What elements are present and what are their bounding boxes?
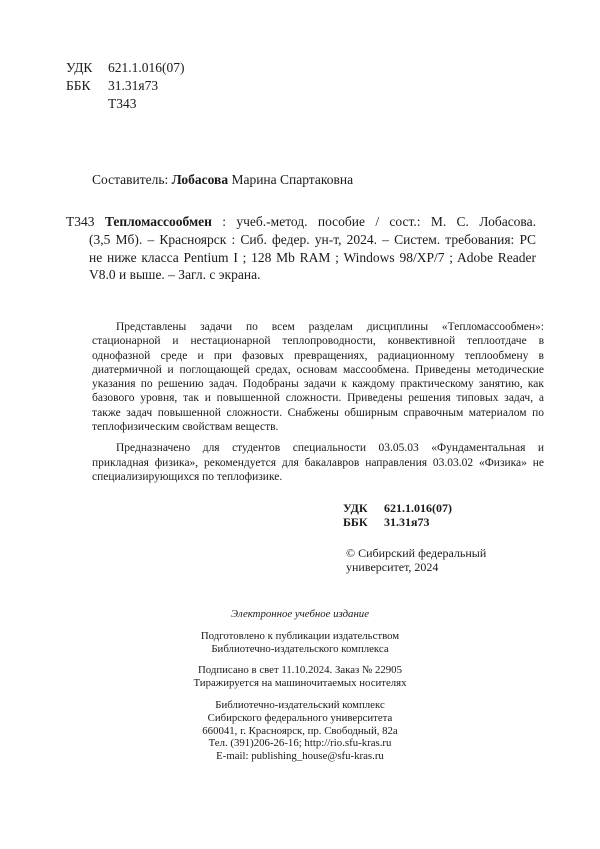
- bottom-classification: [343, 501, 452, 529]
- entry-line-2: (3,5 Мб). – Красноярск : Сиб. федер. ун-т, 2024. – Систем. требования: PC: [89, 231, 536, 247]
- compiler-given-names: Марина Спартаковна: [231, 172, 354, 187]
- annotation-paragraph-1: Представлены задачи по всем разделам дисциплины «Тепломассообмен»: стационарной и нестационарной теплопроводности, конвективной теплоотдаче в однофазной среде и при фазовых превращениях, радиационному теплообмену в диатермичной и поглощающей средах, основам массообмена. Приведены методические указания по решению задач. Подобраны задачи к каждому практическому занятию, как базового уровня, так и повышенной сложности. Приведены решения типовых задач, а также задач повышенной сложности. Снабжены обширным справочным материалом по теплофизическим свойствам веществ.: [92, 321, 544, 434]
- entry-line-3: не ниже класса Pentium I ; 128 Mb RAM ; Windows 98/XP/7 ; Adobe Reader: [89, 249, 536, 265]
- compiler-line: [92, 172, 353, 188]
- imprint: [150, 608, 450, 763]
- copyright: [346, 546, 486, 574]
- entry-line1-rest: : учеб.-метод. пособие / сост.: М. С. Лобасова.: [211, 214, 536, 229]
- publisher-email: E-mail: publishing_house@sfu-kras.ru: [216, 750, 384, 763]
- prepared-line-2: Библиотечно-издательского комплекса: [211, 642, 389, 655]
- annotation: [92, 320, 544, 484]
- bottom-udk-value: 621.1.016(07): [384, 501, 452, 515]
- bbk-label: ББК: [66, 78, 91, 93]
- annotation-paragraph-2: Предназначено для студентов специальности 03.05.03 «Фундаментальная и прикладная физика», рекомендуется для бакалавров направления 03.03.02 «Физика» не специализирующихся по теплофизике.: [92, 442, 544, 483]
- bbk-value: 31.31я73: [108, 78, 159, 93]
- publisher-line-1: Библиотечно-издательский комплекс: [215, 698, 385, 711]
- compiler-label: Составитель:: [92, 172, 169, 187]
- copyright-line-1: © Сибирский федеральный: [346, 546, 487, 560]
- publisher-line-2: Сибирского федерального университета: [207, 711, 393, 724]
- replicated-line: Тиражируется на машиночитаемых носителях: [193, 677, 407, 690]
- author-sign: Т343: [108, 96, 137, 111]
- publisher-phone: Тел. (391)206-26-16; http://rio.sfu-kras.ru: [208, 737, 392, 750]
- signed-line: Подписано в свет 11.10.2024. Заказ № 22905: [198, 664, 402, 677]
- udk-row: [66, 59, 185, 77]
- bibliographic-entry: [66, 213, 536, 284]
- bottom-bbk-value: 31.31я73: [384, 515, 430, 529]
- bottom-bbk-row: [343, 515, 452, 529]
- entry-code: Т343: [66, 214, 95, 229]
- entry-line-4: V8.0 и выше. – Загл. с экрана.: [89, 267, 261, 283]
- bbk-row: [66, 77, 185, 95]
- udk-value: 621.1.016(07): [108, 60, 185, 75]
- author-sign-row: [66, 95, 185, 113]
- publisher-address: 660041, г. Красноярск, пр. Свободный, 82а: [202, 724, 398, 737]
- prepared-line-1: Подготовлено к публикации издательством: [200, 629, 400, 642]
- classification-block: [66, 59, 185, 113]
- udk-label: УДК: [66, 60, 93, 75]
- bottom-udk-row: [343, 501, 452, 515]
- edition-type: Электронное учебное издание: [230, 608, 369, 620]
- compiler-surname: Лобасова: [171, 172, 229, 187]
- bottom-bbk-label: ББК: [343, 515, 368, 529]
- bottom-udk-label: УДК: [343, 501, 368, 515]
- entry-line-1: [66, 213, 536, 231]
- copyright-line-2: университет, 2024: [346, 560, 439, 575]
- entry-title: Тепломассообмен: [104, 214, 212, 229]
